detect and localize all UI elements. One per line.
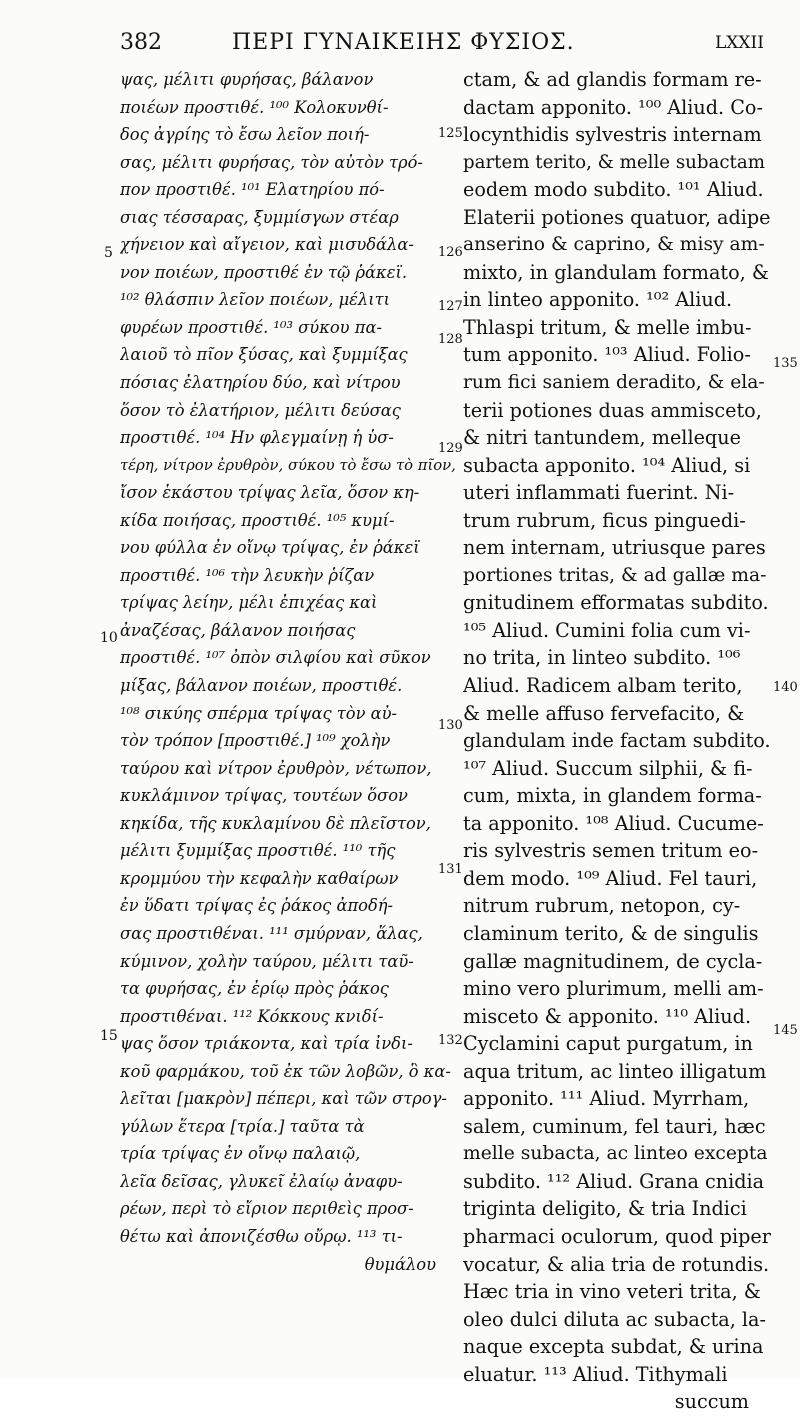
greek-text-line: πόσιας ἐλατηρίου δύο, καὶ νίτρου bbox=[120, 373, 401, 393]
latin-text-line: ris sylvestris semen tritum eo- bbox=[463, 839, 759, 863]
latin-text-line: subacta apponito. ¹⁰⁴ Aliud, si bbox=[463, 453, 751, 477]
latin-text-line: Elaterii potiones quatuor, adipe bbox=[463, 205, 771, 229]
latin-text-line: dactam apponito. ¹⁰⁰ Aliud. Co- bbox=[463, 95, 763, 119]
greek-text-line: πον προστιθέ. ¹⁰¹ Ελατηρίου πό- bbox=[120, 180, 385, 200]
latin-margin-number: 140 bbox=[773, 680, 798, 695]
latin-text-line: Cyclamini caput purgatum, in bbox=[463, 1032, 753, 1056]
greek-text-line: κυκλάμινον τρίψας, τουτέων ὅσον bbox=[120, 786, 408, 806]
latin-text-line: aqua tritum, ac linteo illigatum bbox=[463, 1059, 767, 1083]
greek-text-line: κηκίδα, τῆς κυκλαμίνου δὲ πλεῖστον, bbox=[120, 813, 431, 833]
margin-number: 128 bbox=[438, 332, 463, 347]
verse-number: 5 bbox=[104, 245, 113, 261]
latin-text-line: Hæc tria in vino veteri trita, & bbox=[463, 1280, 761, 1304]
latin-text-line: melle subacta, ac linteo excepta bbox=[463, 1143, 768, 1165]
latin-text-line: subdito. ¹¹² Aliud. Grana cnidia bbox=[463, 1169, 765, 1193]
greek-text-line: ἀναζέσας, βάλανον ποιήσας bbox=[120, 620, 356, 640]
greek-text-line: τρίψας λείην, μέλι ἐπιχέας καὶ bbox=[120, 593, 378, 613]
latin-text-line: glandulam inde factam subdito. bbox=[463, 729, 771, 753]
latin-text-line: dem modo. ¹⁰⁹ Aliud. Fel tauri, bbox=[463, 866, 758, 890]
latin-text-line: no trita, in linteo subdito. ¹⁰⁶ bbox=[463, 646, 741, 670]
greek-text-line: ψας, μέλιτι φυρήσας, βάλανον bbox=[120, 70, 374, 89]
latin-text-line: naque excepta subdat, & urina bbox=[463, 1335, 764, 1359]
latin-text-line: ta apponito. ¹⁰⁸ Aliud. Cucume- bbox=[463, 811, 764, 835]
latin-text-line: tum apponito. ¹⁰³ Aliud. Folio- bbox=[463, 343, 751, 367]
greek-text-line: λαιοῦ τὸ πῖον ξύσας, καὶ ξυμμίξας bbox=[120, 345, 408, 365]
greek-text-line: δος ἀγρίης τὸ ἔσω λεῖον ποιή- bbox=[120, 125, 370, 145]
greek-text-line: σας προστιθέναι. ¹¹¹ σμύρναν, ἅλας, bbox=[120, 923, 423, 943]
greek-text-line: ψας ὅσον τριάκοντα, καὶ τρία ἰνδι- bbox=[120, 1034, 413, 1054]
greek-text-line: κύμινον, χολὴν ταύρου, μέλιτι ταῦ- bbox=[120, 951, 414, 971]
greek-text-line: τα φυρήσας, ἐν ἐρίῳ πρὸς ῥάκος bbox=[120, 979, 389, 999]
latin-text-line: cum, mixta, in glandem forma- bbox=[463, 784, 762, 808]
greek-text-line: κίδα ποιήσας, προστιθέ. ¹⁰⁵ κυμί- bbox=[120, 510, 395, 530]
latin-text-line: locynthidis sylvestris internam bbox=[463, 123, 762, 147]
latin-text-line: ¹⁰⁵ Aliud. Cumini folia cum vi- bbox=[463, 618, 751, 642]
greek-text-line: ἐν ὕδατι τρίψας ἐς ῥάκος ἀποδή- bbox=[120, 896, 394, 916]
latin-text-line: in linteo apponito. ¹⁰² Aliud. bbox=[463, 288, 733, 312]
greek-text-line: σας, μέλιτι φυρήσας, τὸν αὐτὸν τρό- bbox=[120, 152, 423, 172]
latin-text-line: & melle affuso fervefacito, & bbox=[463, 701, 745, 725]
latin-text-line: Aliud. Radicem albam terito, bbox=[463, 674, 743, 698]
greek-text-line: ¹⁰² θλάσπιν λεῖον ποιέων, μέλιτι bbox=[120, 290, 391, 310]
greek-text-line: θέτω καὶ ἀπονιζέσθω οὔρῳ. ¹¹³ τι- bbox=[120, 1226, 403, 1246]
greek-text-line: τὸν τρόπον [προστιθέ.] ¹⁰⁹ χολὴν bbox=[120, 731, 391, 751]
verse-number: 10 bbox=[100, 630, 118, 646]
greek-text-line: λεῖται [μακρὸν] πέπερι, καὶ τῶν στρογ- bbox=[120, 1089, 447, 1109]
latin-text-line: portiones tritas, & ad gallæ ma- bbox=[463, 564, 767, 586]
margin-number: 125 bbox=[438, 126, 463, 141]
latin-text-line: vocatur, & alia tria de rotundis. bbox=[463, 1252, 770, 1276]
greek-text-line: τέρη, νίτρον ἐρυθρὸν, σύκου τὸ ἔσω τὸ πῖον, bbox=[120, 456, 456, 474]
latin-text-line: apponito. ¹¹¹ Aliud. Myrrham, bbox=[463, 1087, 750, 1111]
latin-text-line: rum fici saniem deradito, & ela- bbox=[463, 372, 765, 394]
latin-text-line: Thlaspi tritum, & melle imbu- bbox=[463, 315, 752, 339]
latin-text-line: triginta deligito, & tria Indici bbox=[463, 1197, 747, 1221]
latin-text-line: uteri inflammati fuerint. Ni- bbox=[463, 481, 735, 505]
section-number: LXXII bbox=[715, 33, 764, 53]
latin-text-line: eluatur. ¹¹³ Aliud. Tithymali bbox=[463, 1362, 728, 1386]
greek-text-line: μέλιτι ξυμμίξας προστιθέ. ¹¹⁰ τῆς bbox=[120, 841, 396, 861]
greek-text-line: προστιθέναι. ¹¹² Κόκκους κνιδί- bbox=[120, 1006, 384, 1026]
greek-text-line: λεῖα δεῖσας, γλυκεῖ ἐλαίῳ ἀναφυ- bbox=[120, 1171, 403, 1191]
latin-text-line: & nitri tantundem, melleque bbox=[463, 426, 741, 450]
verse-number: 15 bbox=[100, 1028, 118, 1044]
greek-text-line: νον ποιέων, προστιθέ ἐν τῷ ῥάκεϊ. bbox=[120, 262, 408, 282]
latin-margin-number: 135 bbox=[773, 356, 798, 371]
latin-margin-number: 145 bbox=[773, 1023, 798, 1038]
greek-catchword: θυμάλου bbox=[364, 1254, 436, 1274]
margin-number: 127 bbox=[438, 299, 463, 314]
greek-text-line: νου φύλλα ἐν οἴνῳ τρίψας, ἐν ῥάκεϊ bbox=[120, 538, 420, 558]
page-number: 382 bbox=[120, 30, 162, 55]
latin-text-line: mino vero plurimum, melli am- bbox=[463, 977, 764, 1001]
greek-text-line: χήνειον καὶ αἴγειον, καὶ μισυδάλα- bbox=[120, 235, 414, 255]
greek-text-line: ποιέων προστιθέ. ¹⁰⁰ Κολοκυνθί- bbox=[120, 97, 389, 117]
greek-text-line: ταύρου καὶ νίτρον ἐρυθρὸν, νέτωπον, bbox=[120, 758, 432, 778]
greek-text-line: τρία τρίψας ἐν οἴνῳ παλαιῷ, bbox=[120, 1144, 361, 1164]
greek-text-line: προστιθέ. ¹⁰⁴ Ην φλεγμαίνῃ ἡ ὑσ- bbox=[120, 428, 394, 448]
margin-number: 130 bbox=[438, 718, 463, 733]
latin-text-line: anserino & caprino, & misy am- bbox=[463, 234, 765, 256]
greek-text-column bbox=[120, 66, 458, 1278]
latin-text-line: pharmaci oculorum, quod piper bbox=[463, 1224, 771, 1248]
greek-text-line: ἴσον ἑκάστου τρίψας λεῖα, ὅσον κη- bbox=[120, 483, 420, 503]
margin-number: 131 bbox=[438, 862, 463, 877]
latin-text-line: trum rubrum, ficus pinguedi- bbox=[463, 508, 746, 532]
greek-text-line: κοῦ φαρμάκου, τοῦ ἐκ τῶν λοβῶν, ὃ κα- bbox=[120, 1061, 451, 1081]
latin-text-line: claminum terito, & de singulis bbox=[463, 921, 759, 945]
latin-text-line: mixto, in glandulam formato, & bbox=[463, 260, 769, 284]
greek-text-line: φυρέων προστιθέ. ¹⁰³ σύκου πα- bbox=[120, 317, 382, 337]
latin-text-line: nitrum rubrum, netopon, cy- bbox=[463, 894, 741, 918]
latin-text-line: salem, cuminum, fel tauri, hæc bbox=[463, 1114, 766, 1138]
latin-text-line: oleo dulci diluta ac subacta, la- bbox=[463, 1307, 766, 1331]
greek-text-line: γύλων ἕτερα [τρία.] ταῦτα τὰ bbox=[120, 1116, 365, 1136]
latin-text-line: misceto & apponito. ¹¹⁰ Aliud. bbox=[463, 1004, 752, 1028]
greek-text-line: κρομμύου τὴν κεφαλὴν καθαίρων bbox=[120, 868, 399, 888]
margin-number: 126 bbox=[438, 245, 463, 260]
latin-text-line: eodem modo subdito. ¹⁰¹ Aliud. bbox=[463, 178, 764, 202]
greek-text-line: προστιθέ. ¹⁰⁶ τὴν λευκὴν ῥίζαν bbox=[120, 565, 375, 585]
greek-text-line: προστιθέ. ¹⁰⁷ ὀπὸν σιλφίου καὶ σῦκον bbox=[120, 648, 431, 668]
greek-text-line: ρέων, περὶ τὸ εἴριον περιθεὶς προσ- bbox=[120, 1199, 414, 1219]
latin-text-line: gnitudinem efformatas subdito. bbox=[463, 591, 769, 615]
greek-text-line: ὅσον τὸ ἐλατήριον, μέλιτι δεύσας bbox=[120, 400, 401, 420]
latin-text-line: nem internam, utriusque pares bbox=[463, 536, 766, 560]
latin-catchword: succum bbox=[674, 1390, 749, 1414]
greek-text-line: σιας τέσσαρας, ξυμμίσγων στέαρ bbox=[120, 207, 399, 227]
greek-text-line: μίξας, βάλανον ποιέων, προστιθέ. bbox=[120, 676, 403, 696]
latin-text-line: terii potiones duas ammisceto, bbox=[463, 398, 762, 422]
running-title: ΠΕΡΙ ΓΥΝΑΙΚΕΙΗΣ ΦΥΣΙΟΣ. bbox=[232, 30, 575, 55]
latin-text-column bbox=[463, 66, 771, 1416]
latin-text-line: partem terito, & melle subactam bbox=[463, 151, 765, 173]
latin-text-line: gallæ magnitudinem, de cycla- bbox=[463, 949, 763, 973]
latin-text-line: ¹⁰⁷ Aliud. Succum silphii, & fi- bbox=[463, 756, 753, 780]
margin-number: 129 bbox=[438, 441, 463, 456]
latin-text-line: ctam, & ad glandis formam re- bbox=[463, 68, 762, 91]
greek-text-line: ¹⁰⁸ σικύης σπέρμα τρίψας τὸν αὐ- bbox=[120, 703, 398, 723]
margin-number: 132 bbox=[438, 1033, 463, 1048]
